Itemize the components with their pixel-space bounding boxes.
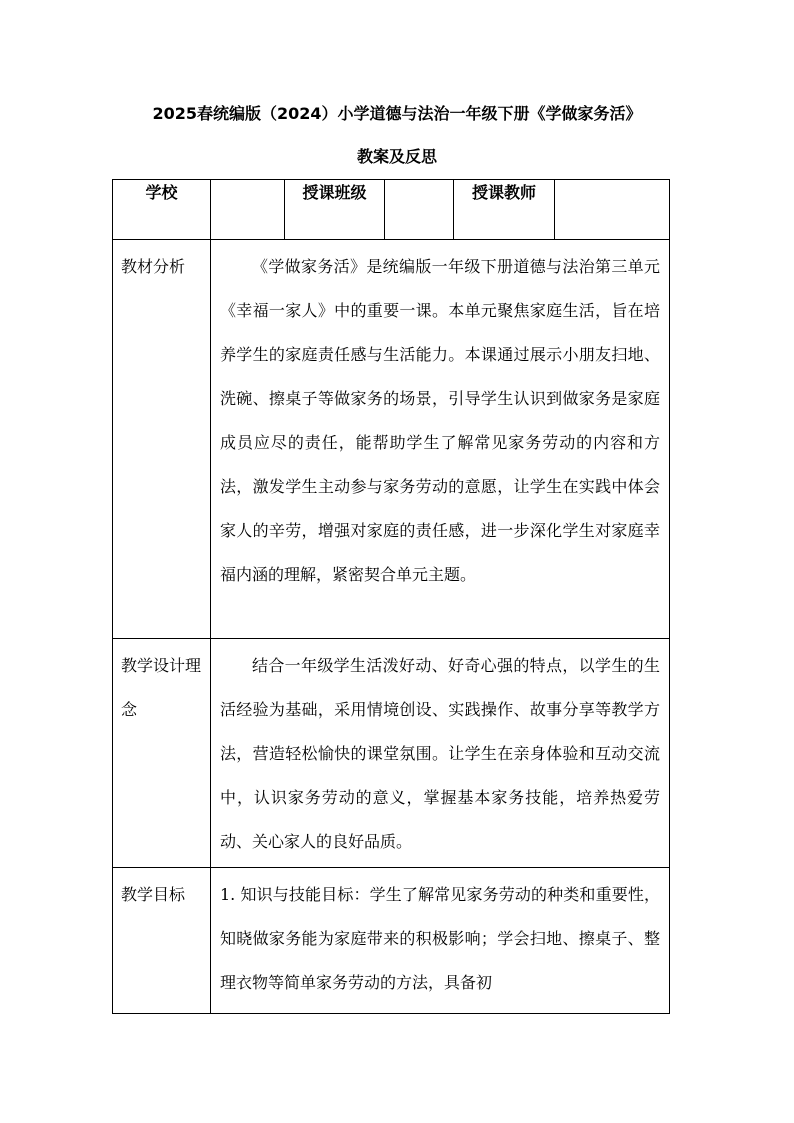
school-label: 学校 xyxy=(113,180,211,240)
row-label-design-concept: 教学设计理念 xyxy=(113,639,211,868)
document-subtitle: 教案及反思 xyxy=(356,147,437,166)
row-label-teaching-goals: 教学目标 xyxy=(113,868,211,1014)
document-title: 2025春统编版（2024）小学道德与法治一年级下册《学做家务活》 xyxy=(152,104,642,123)
table-row xyxy=(113,240,670,639)
table-row xyxy=(113,868,670,1014)
header-row xyxy=(113,180,670,240)
row-content-design-concept: 结合一年级学生活泼好动、好奇心强的特点，以学生的生活经验为基础，采用情境创设、实践操作、故事分享等教学方法，营造轻松愉快的课堂氛围。让学生在亲身体验和互动交流中，认识家务劳动的意义，掌握基本家务技能，培养热爱劳动、关心家人的良好品质。 xyxy=(211,639,670,868)
table-row xyxy=(113,639,670,868)
lesson-plan-table xyxy=(112,179,670,1014)
class-value xyxy=(385,180,454,240)
row-content-teaching-goals: 1. 知识与技能目标：学生了解常见家务劳动的种类和重要性，知晓做家务能为家庭带来的积极影响；学会扫地、擦桌子、整理衣物等简单家务劳动的方法，具备初 xyxy=(211,868,670,1014)
school-value xyxy=(211,180,285,240)
row-label-material-analysis: 教材分析 xyxy=(113,240,211,639)
class-label: 授课班级 xyxy=(285,180,385,240)
teacher-label: 授课教师 xyxy=(454,180,555,240)
teacher-value xyxy=(555,180,670,240)
row-content-material-analysis: 《学做家务活》是统编版一年级下册道德与法治第三单元《幸福一家人》中的重要一课。本单元聚焦家庭生活，旨在培养学生的家庭责任感与生活能力。本课通过展示小朋友扫地、洗碗、擦桌子等做家务的场景，引导学生认识到做家务是家庭成员应尽的责任，能帮助学生了解常见家务劳动的内容和方法，激发学生主动参与家务劳动的意愿，让学生在实践中体会家人的辛劳，增强对家庭的责任感，进一步深化学生对家庭幸福内涵的理解，紧密契合单元主题。 xyxy=(211,240,670,639)
